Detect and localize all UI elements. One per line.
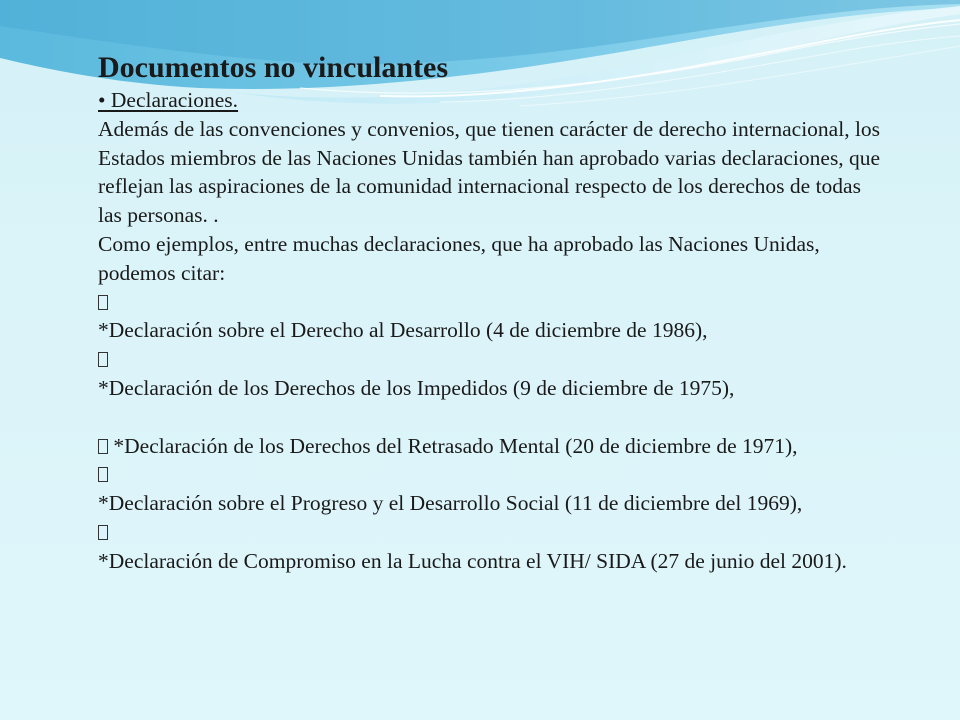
declaration-item: *Declaración de los Derechos de los Impedidos (9 de diciembre de 1975), bbox=[98, 375, 735, 400]
missing-glyph bbox=[98, 460, 888, 489]
lead-paragraph: Como ejemplos, entre muchas declaraciones, que ha aprobado las Naciones Unidas, podemos citar: bbox=[98, 231, 820, 285]
missing-glyph-box-icon bbox=[98, 295, 108, 310]
missing-glyph bbox=[98, 518, 888, 547]
declaration-item-with-glyph bbox=[98, 432, 888, 461]
section-subtitle: • Declaraciones. bbox=[98, 88, 239, 112]
slide-content bbox=[98, 50, 888, 576]
declaration-item: *Declaración de los Derechos del Retrasado Mental (20 de diciembre de 1971), bbox=[108, 433, 798, 458]
missing-glyph-box-icon bbox=[98, 439, 108, 454]
missing-glyph-box-icon bbox=[98, 352, 108, 367]
blank-line bbox=[98, 403, 888, 432]
missing-glyph bbox=[98, 345, 888, 374]
declaration-item: *Declaración sobre el Derecho al Desarrollo (4 de diciembre de 1986), bbox=[98, 318, 708, 343]
declaration-item: *Declaración sobre el Progreso y el Desarrollo Social (11 de diciembre del 1969), bbox=[98, 491, 803, 516]
slide-title: Documentos no vinculantes bbox=[98, 51, 449, 84]
declaration-item: *Declaración de Compromiso en la Lucha contra el VIH/ SIDA (27 de junio del 2001). bbox=[98, 548, 847, 573]
missing-glyph-box-icon bbox=[98, 525, 108, 540]
intro-paragraph: Además de las convenciones y convenios, que tienen carácter de derecho internacional, los Estados miembros de las Naciones Unidas también han aprobado varias declaraciones, que reflejan las aspiraciones de la comunidad internacional respecto de los derechos de todas las personas. . bbox=[98, 116, 881, 228]
missing-glyph-box-icon bbox=[98, 467, 108, 482]
missing-glyph bbox=[98, 288, 888, 317]
